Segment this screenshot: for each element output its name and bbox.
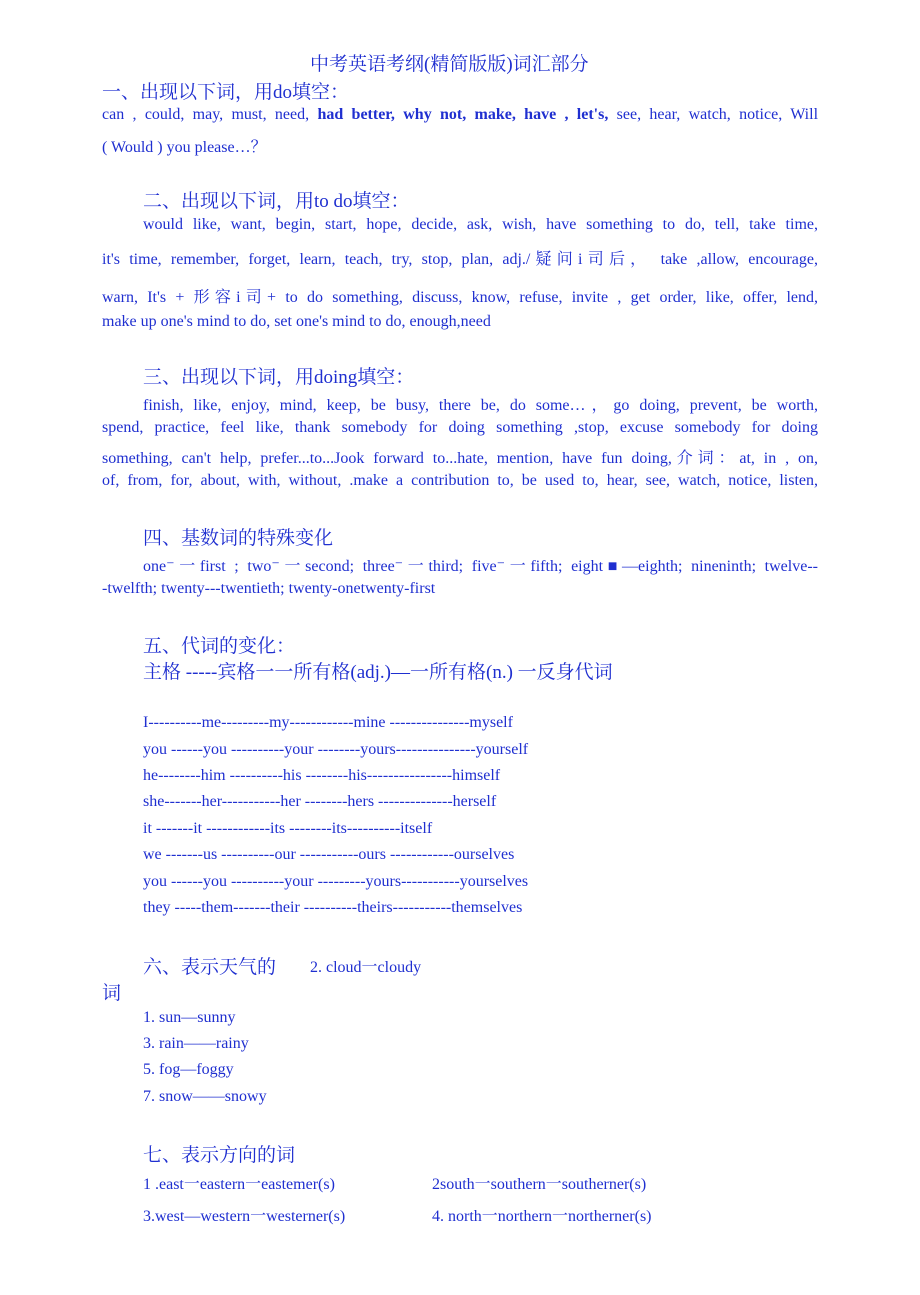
section-3-line-1: finish, like, enjoy, mind, keep, be busy, there be, do some…，go doing, prevent, be worth,	[143, 397, 818, 414]
direction-item: 3.west—western一westerner(s)	[143, 1208, 346, 1225]
section-1-line-1	[102, 106, 818, 124]
section-7-heading: 七、表示方向的词	[143, 1145, 296, 1166]
pronoun-row: we -------us ----------our -----------ours ------------ourselves	[143, 846, 515, 863]
weather-item-2: 2. cloud一cloudy	[310, 959, 422, 976]
section-4-line-1: one⁻一first ; two⁻一second; three⁻一third; five⁻一fifth; eight■—eighth; nineninth; twelve--	[143, 558, 818, 575]
section-4-heading: 四、基数词的特殊变化	[143, 528, 334, 549]
pronoun-row: he--------him ----------his --------his----------------himself	[143, 767, 501, 784]
section-5-subheading: 主格 -----宾格一一所有格(adj.)—一所有格(n.) 一反身代词	[143, 662, 613, 683]
section-3-heading: 三、出现以下词，用doing填空：	[143, 367, 415, 388]
page-title: 中考英语考纲(精简版版)词汇部分	[310, 54, 589, 75]
section-4-line-2: -twelfth; twenty---twentieth; twenty-onetwenty-first	[102, 580, 436, 597]
pronoun-row: it -------it ------------its --------its----------itself	[143, 820, 433, 837]
weather-item: 3. rain——rainy	[143, 1035, 249, 1052]
pronoun-row: you ------you ----------your ---------yours-----------yourselves	[143, 873, 529, 890]
pronoun-row: you ------you ----------your --------yours---------------yourself	[143, 741, 529, 758]
section-1-bold-text: had better, why not, make, have , let's,	[317, 106, 609, 123]
section-1-text-b: see, hear, watch, notice, Will	[608, 106, 819, 123]
section-3-line-3: something, can't help, prefer...to...Jook forward to...hate, mention, have fun doing,介词：at, in , on,	[102, 450, 818, 467]
weather-item: 7. snow——snowy	[143, 1088, 267, 1105]
section-1-text-a: can , could, may, must, need,	[102, 106, 318, 123]
section-6-heading: 六、表示天气的	[143, 957, 277, 978]
direction-item: 2south一southern一southerner(s)	[432, 1176, 647, 1193]
section-2-heading: 二、出现以下词，用to do填空：	[143, 191, 410, 212]
section-6-heading-cont: 词	[102, 983, 122, 1004]
section-1-line-2: ( Would ) you please…？	[102, 139, 267, 156]
section-3-line-4: of, from, for, about, with, without, .make a contribution to, be used to, hear, see, watch, notice, listen,	[102, 472, 818, 489]
section-2-line-4: make up one's mind to do, set one's mind to do, enough,need	[102, 313, 491, 330]
weather-item: 5. fog—foggy	[143, 1061, 234, 1078]
pronoun-row: she-------her-----------her --------hers --------------herself	[143, 793, 497, 810]
weather-item: 1. sun—sunny	[143, 1009, 236, 1026]
section-3-line-2: spend, practice, feel like, thank somebody for doing something ,stop, excuse somebody for doing	[102, 419, 818, 436]
pronoun-row: they -----them-------their ----------theirs-----------themselves	[143, 899, 523, 916]
section-1-heading: 一、出现以下词，用do填空：	[102, 82, 350, 103]
pronoun-row: I----------me---------my------------mine ---------------myself	[143, 714, 513, 731]
section-5-heading: 五、代词的变化：	[143, 636, 296, 657]
direction-item: 4. north一northern一northerner(s)	[432, 1208, 652, 1225]
direction-item: 1 .east一eastern一eastemer(s)	[143, 1176, 335, 1193]
section-2-line-1: would like, want, begin, start, hope, decide, ask, wish, have something to do, tell, take time,	[143, 216, 818, 233]
section-2-line-3: warn, It's + 形容i司+ to do something, discuss, know, refuse, invite , get order, like, offer, lend,	[102, 289, 818, 306]
section-2-line-2: it's time, remember, forget, learn, teach, try, stop, plan, adj./疑问i司后， take ,allow, encourage,	[102, 251, 818, 268]
